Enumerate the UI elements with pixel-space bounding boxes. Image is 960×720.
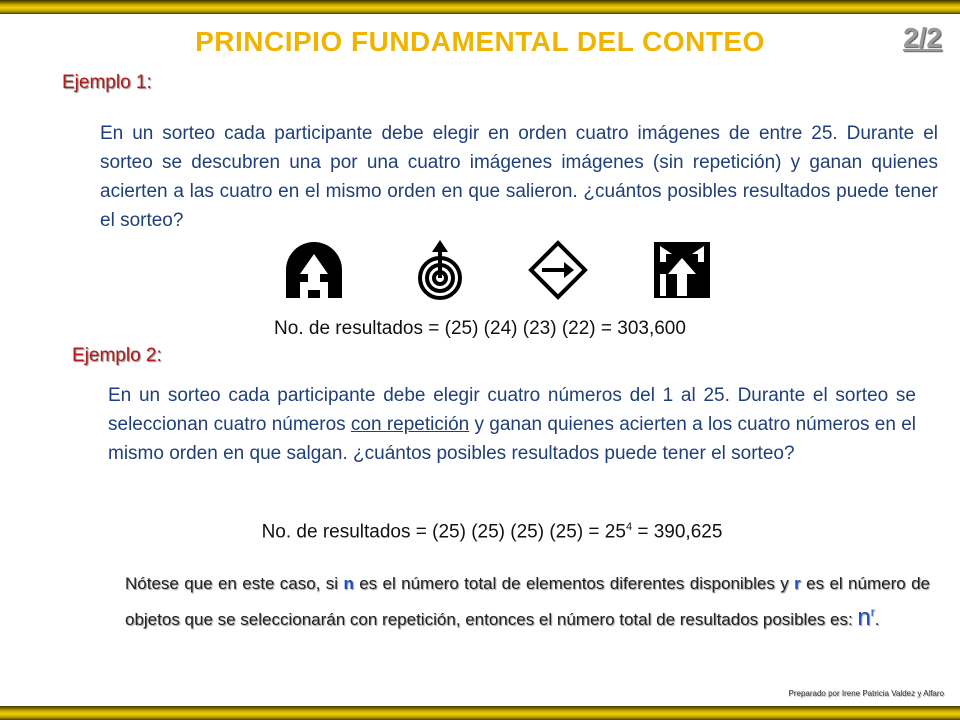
example1-icons: [0, 240, 960, 300]
target-arrow-icon: [410, 240, 470, 300]
bottom-gold-bar: [0, 706, 960, 720]
note-var-n: n: [343, 574, 354, 593]
example2-formula-prefix: No. de resultados = (25) (25) (25) (25) = 25: [261, 521, 626, 543]
example2-text: [108, 381, 916, 468]
example2-formula: [12, 521, 960, 543]
example2-text-after: y ganan quienes acierten a los cuatro números en el mismo orden en que salgan. ¿cuántos posibles resultados puede tener el sorteo?: [108, 414, 916, 464]
arch-arrow-icon: [284, 240, 344, 300]
note-power-exp: r: [870, 605, 875, 619]
example2-text-underlined: con repetición: [350, 414, 470, 435]
slide-title: PRINCIPIO FUNDAMENTAL DEL CONTEO: [195, 26, 765, 57]
example1-formula: No. de resultados = (25) (24) (23) (22) = 303,600: [274, 318, 686, 339]
note-part1: Nótese que en este caso, si: [125, 574, 344, 593]
credit-text: Preparado por Irene Patricia Valdez y Alfaro: [788, 689, 944, 698]
note-var-r: r: [794, 574, 801, 593]
diamond-arrow-icon: [528, 240, 588, 300]
box-arrows-icon: [652, 240, 712, 300]
example1-heading: Ejemplo 1:: [62, 72, 152, 93]
top-gold-bar: [0, 0, 960, 14]
page-number: 2/2: [903, 22, 942, 53]
note-power-base: n: [857, 604, 871, 631]
example2-formula-suffix: = 390,625: [632, 521, 723, 543]
example2-formula-exponent: 4: [625, 521, 633, 533]
note-power: [857, 604, 874, 631]
example2-text-before: En un sorteo cada participante debe elegir cuatro números del 1 al 25. Durante el sorteo se seleccionan cuatro números: [108, 385, 916, 435]
note-part3: es el número de objetos que se seleccionarán con repetición, entonces el número total de resultados posibles es:: [125, 574, 930, 629]
note-paragraph: [125, 570, 930, 634]
note-part2: es el número total de elementos diferentes disponibles y: [353, 574, 795, 593]
example2-heading: Ejemplo 2:: [72, 345, 162, 366]
note-end: .: [874, 610, 880, 629]
example1-text: En un sorteo cada participante debe elegir en orden cuatro imágenes de entre 25. Durante el sorteo se descubren una por una cuatro imágenes imágenes (sin repetición) y ganan quienes acierten a las cuatro en el mismo orden en que salieron. ¿cuántos posibles resultados puede tener el sorteo?: [100, 123, 938, 231]
